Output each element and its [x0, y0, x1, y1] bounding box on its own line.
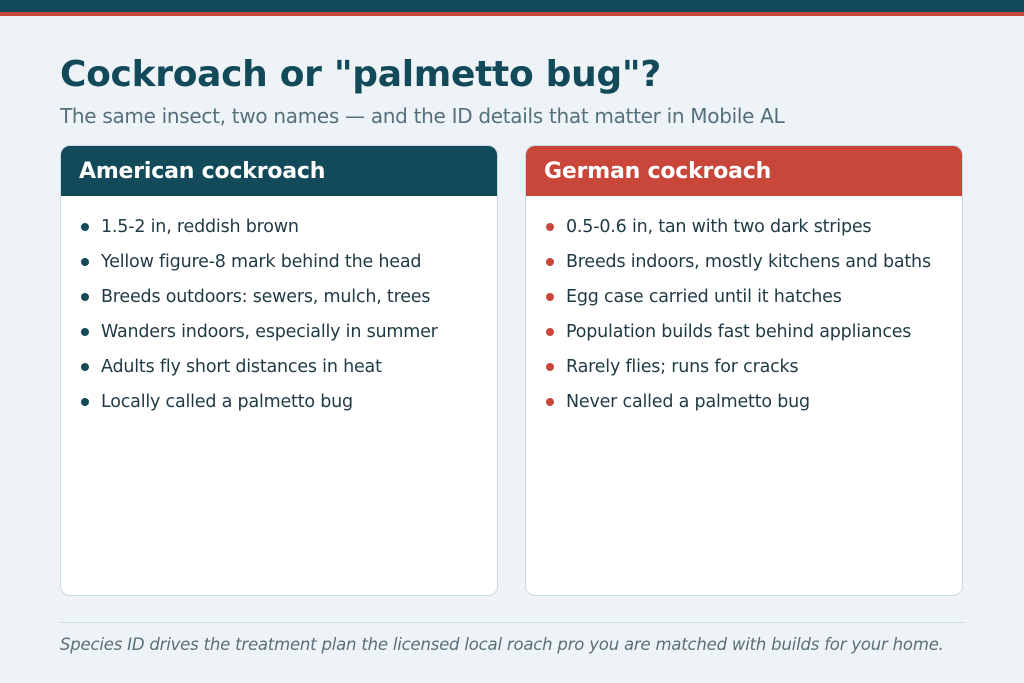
bullet-icon — [546, 363, 554, 371]
list-item-text: 0.5-0.6 in, tan with two dark stripes — [566, 217, 872, 237]
list-item — [544, 250, 962, 285]
german-cockroach-card — [525, 145, 963, 596]
bullet-icon — [81, 363, 89, 371]
footer-divider — [60, 622, 965, 623]
list-item — [79, 320, 497, 355]
bullet-icon — [546, 398, 554, 406]
bullet-icon — [81, 223, 89, 231]
list-item-text: Adults fly short distances in heat — [101, 357, 382, 377]
footnote: Species ID drives the treatment plan the licensed local roach pro you are matched with builds for your home. — [60, 635, 944, 654]
list-item-text: Yellow figure-8 mark behind the head — [101, 252, 422, 272]
list-item-text: Egg case carried until it hatches — [566, 287, 842, 307]
bullet-icon — [81, 293, 89, 301]
list-item — [79, 250, 497, 285]
list-item-text: Population builds fast behind appliances — [566, 322, 912, 342]
list-item — [79, 355, 497, 390]
top-accent-bar — [0, 0, 1024, 12]
bullet-icon — [81, 258, 89, 266]
bullet-list — [61, 196, 497, 425]
card-heading: American cockroach — [61, 146, 497, 196]
list-item-text: Breeds outdoors: sewers, mulch, trees — [101, 287, 431, 307]
list-item-text: Never called a palmetto bug — [566, 392, 810, 412]
american-cockroach-card — [60, 145, 498, 596]
page-subtitle: The same insect, two names — and the ID details that matter in Mobile AL — [60, 104, 785, 128]
bullet-icon — [546, 258, 554, 266]
list-item — [544, 320, 962, 355]
bullet-icon — [546, 293, 554, 301]
list-item-text: Wanders indoors, especially in summer — [101, 322, 438, 342]
card-heading: German cockroach — [526, 146, 962, 196]
list-item — [79, 285, 497, 320]
list-item — [544, 285, 962, 320]
list-item — [544, 390, 962, 425]
bullet-icon — [546, 328, 554, 336]
page-title: Cockroach or "palmetto bug"? — [60, 54, 661, 95]
list-item-text: Locally called a palmetto bug — [101, 392, 353, 412]
list-item — [79, 215, 497, 250]
bullet-icon — [81, 398, 89, 406]
bullet-list — [526, 196, 962, 425]
list-item-text: 1.5-2 in, reddish brown — [101, 217, 299, 237]
top-accent-stripe — [0, 12, 1024, 16]
list-item-text: Breeds indoors, mostly kitchens and baths — [566, 252, 931, 272]
list-item-text: Rarely flies; runs for cracks — [566, 357, 799, 377]
list-item — [79, 390, 497, 425]
bullet-icon — [81, 328, 89, 336]
bullet-icon — [546, 223, 554, 231]
list-item — [544, 355, 962, 390]
list-item — [544, 215, 962, 250]
